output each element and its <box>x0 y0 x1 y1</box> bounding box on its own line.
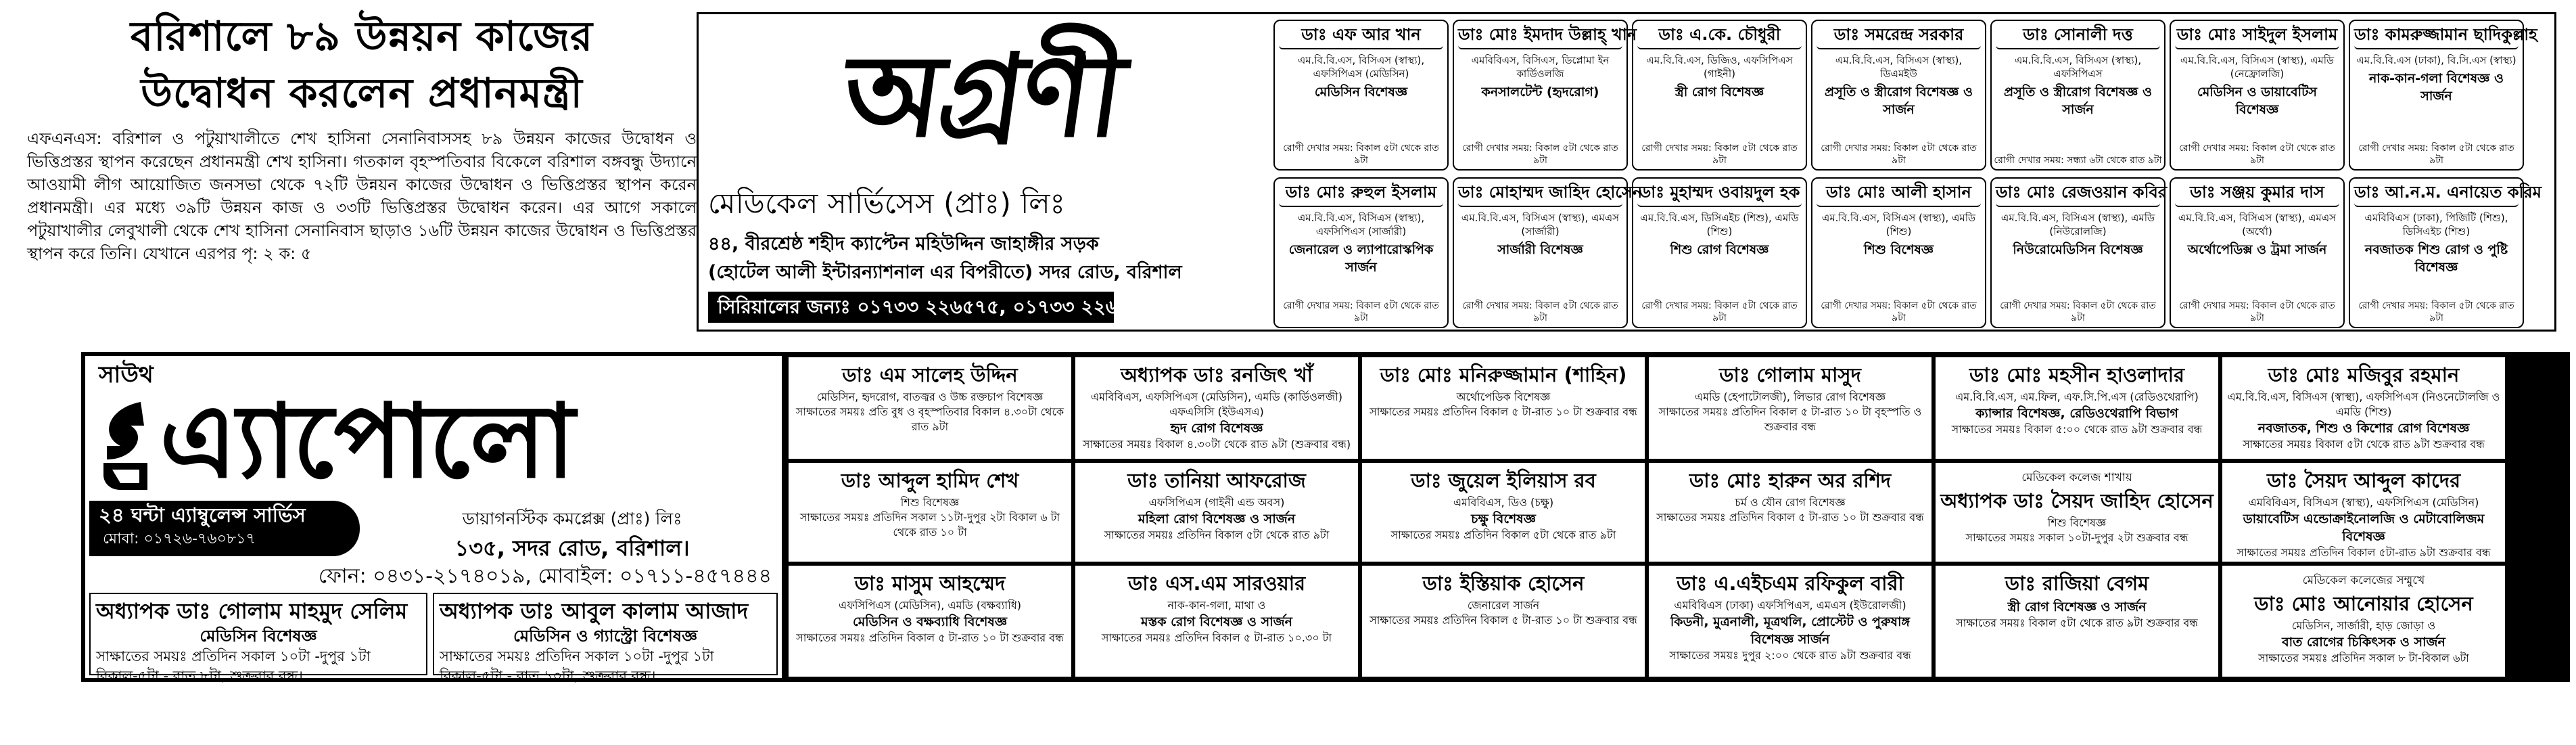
doctor-degree: এম.বি.বি.এস, ডিজিও, এফসিপিএস (গাইনী) <box>1646 54 1793 80</box>
doctor-name: ডাঃ মোঃ আলী হাসান <box>1817 179 1981 207</box>
doctor-name: ডাঃ সমরেন্দ্র সরকার <box>1817 21 1981 49</box>
doctor-specialty: নিউরোমেডিসিন বিশেষজ্ঞ <box>2013 242 2143 257</box>
doctor-degree: এম.বি.বি.এস, বিসিএস (স্বাস্থ্য), ডিএমইউ <box>1835 54 1963 80</box>
doctor-hours: সাক্ষাতের সময়ঃ প্রতিদিন বিকাল ৫টা থেকে রাত ৯টা <box>1104 528 1330 541</box>
agrani-doctor-card <box>1273 20 1449 171</box>
doctor-name: ডাঃ এফ আর খান <box>1279 21 1443 49</box>
doctor-name: ডাঃ মোঃ ইমদাদ উল্লাহ্ খান <box>1458 21 1622 49</box>
doctor-degree: এমবিবিএস, ডিও (চক্ষু) <box>1453 496 1554 509</box>
news-story <box>27 8 697 346</box>
doctor-degree: এম.বি.বি.এস, বিসিএস (স্বাস্থ্য), এফসিপিএস (নিওনেটোলজি ও এমডি (শিশু) <box>2227 390 2500 418</box>
agrani-logo: অগ্রণী <box>835 28 1131 162</box>
doctor-name: ডাঃ এ.এইচএম রফিকুল বারী <box>1677 572 1904 595</box>
apollo-doctor-card <box>1936 566 2218 677</box>
apollo-left-doctor-card <box>89 593 427 684</box>
doctor-degree: অর্থোপেডিক বিশেষজ্ঞ <box>1456 390 1551 403</box>
doctor-specialty: মেডিসিন বিশেষজ্ঞ <box>200 627 317 646</box>
agrani-address-line-2: (হোটেল আলী ইন্টারন্যাশনাল এর বিপরীতে) সদর রোড, বরিশাল <box>708 262 1182 283</box>
doctor-name: ডাঃ মোঃ মনিরুজ্জামান (শাহিন) <box>1380 363 1627 386</box>
doctor-hours: সাক্ষাতের সময়ঃ প্রতিদিন সকাল ৮ টা-বিকাল ৬টা <box>2258 652 2469 664</box>
doctor-hours: রোগী দেখার সময়: বিকাল ৫টা থেকে রাত ৯টা <box>1283 300 1439 323</box>
doctor-degree: এম.বি.বি.এস, বিসিএস (স্বাস্থ্য), এফসিপিএস (সার্জারী) <box>1297 212 1425 238</box>
doctor-degree: শিশু বিশেষজ্ঞ <box>2047 516 2107 529</box>
apollo-address: ১৩৫, সদর রোড, বরিশাল। <box>454 535 690 561</box>
doctor-name: ডাঃ সোনালী দত্ত <box>1996 21 2160 49</box>
doctor-name: ডাঃ মোহাম্মদ জাহিদ হোসেন <box>1458 179 1622 207</box>
doctor-name: অধ্যাপক ডাঃ রনজিৎ খাঁ <box>1120 363 1313 386</box>
doctor-hours: সাক্ষাতের সময়ঃ প্রতিদিন সকাল ১০টা -দুপুর ১টা <box>96 648 371 664</box>
apollo-advertisement <box>81 352 2570 682</box>
doctor-degree: এম.বি.বি.এস, ডিসিএইচ (শিশু), এমডি (শিশু) <box>1640 212 1799 238</box>
doctor-name: ডাঃ এম সালেহ উদ্দিন <box>842 363 1018 386</box>
doctor-degree: মেডিসিন, হৃদরোগ, বাতজ্বর ও উচ্চ রক্তচাপ বিশেষজ্ঞ <box>816 390 1044 403</box>
apollo-diagnostic-label: ডায়াগনস্টিক কমপ্লেক্স (প্রাঃ) লিঃ <box>462 509 682 528</box>
headline-line-1: বরিশালে ৮৯ উন্নয়ন কাজের <box>130 13 594 60</box>
apollo-emblem-icon <box>93 395 154 497</box>
apollo-doctor-card <box>1649 357 1931 459</box>
agrani-doctor-card <box>2349 20 2537 171</box>
doctor-name: ডাঃ মোঃ সাইদুল ইসলাম <box>2175 21 2339 49</box>
doctor-hours: সাক্ষাতের সময়ঃ বিকাল ৫টা থেকে রাত ৯টা শুক্রবার বন্ধ <box>1956 616 2198 629</box>
doctor-degree: নাক-কান-গলা, মাথা ও <box>1167 599 1266 612</box>
doctor-branch-note: মেডিকেল কলেজের সম্মুখে <box>2302 574 2425 587</box>
doctor-degree: এম.বি.বি.এস, বিসিএস (স্বাস্থ্য), এমএস (অর্থো) <box>2178 212 2337 238</box>
doctor-name: ডাঃ মোঃ রুহুল ইসলাম <box>1279 179 1443 207</box>
apollo-doctor-card <box>1362 566 1645 677</box>
doctor-name: ডাঃ এস.এম সারওয়ার <box>1127 572 1306 595</box>
ambulance-mobile: মোবা: ০১৭২৬-৭৬০৮১৭ <box>103 530 256 547</box>
doctor-specialty: শিশু রোগ বিশেষজ্ঞ <box>1670 242 1769 257</box>
doctor-hours: সাক্ষাতের সময়ঃ প্রতিদিন বিকাল ৫ টা-রাত ১০.৩০ টা <box>1101 631 1332 644</box>
agrani-serial-phone: সিরিয়ালের জন্যঃ ০১৭৩৩ ২২৬৫৭৫, ০১৭৩৩ ২২৬৫৮৫ <box>708 292 1114 323</box>
doctor-degree: এম.বি.বি.এস, বিসিএস (স্বাস্থ্য), এমডি (নেফ্রোলজি) <box>2180 54 2335 80</box>
doctor-degree: এমবিবিএস, বিসিএস (স্বাস্থ্য), এফসিপিএস (মেডিসিন) <box>2248 496 2479 509</box>
doctor-specialty: মেডিসিন বিশেষজ্ঞ <box>1314 85 1408 99</box>
doctor-specialty: মেডিসিন ও বক্ষব্যাধি বিশেষজ্ঞ <box>852 614 1008 629</box>
doctor-specialty: ডায়াবেটিস এন্ডোক্রাইনোলজি ও মেটাবোলিজম বিশেষজ্ঞ <box>2243 512 2485 544</box>
news-headline <box>27 8 697 122</box>
doctor-branch-note: মেডিকেল কলেজ শাখায় <box>2021 471 2132 484</box>
agrani-doctor-card <box>1990 177 2168 328</box>
doctor-specialty: নাক-কান-গলা বিশেষজ্ঞ ও সার্জন <box>2369 71 2504 104</box>
doctor-hours: রোগী দেখার সময়: বিকাল ৫টা থেকে রাত ৯টা <box>2358 143 2514 166</box>
doctor-hours: সাক্ষাতের সময়ঃ প্রতিদিন সকাল ১১টা-দুপুর ২টা বিকাল ৬ টা থেকে রাত ১০ টা <box>799 511 1060 539</box>
doctor-hours: সাক্ষাতের সময়ঃ প্রতি বুধ ও বৃহস্পতিবার বিকাল ৪.৩০টা থেকে রাত ৯টা <box>795 405 1064 433</box>
doctor-specialty: মেডিসিন ও ডায়াবেটিস বিশেষজ্ঞ <box>2197 85 2317 117</box>
doctor-degree: এম.বি.বি.এস, বিসিএস (স্বাস্থ্য), এফসিপিএস (মেডিসিন) <box>1297 54 1425 80</box>
doctor-specialty: প্রসূতি ও স্ত্রীরোগ বিশেষজ্ঞ ও সার্জন <box>2004 85 2152 117</box>
apollo-doctor-card <box>1936 357 2218 459</box>
agrani-advertisement <box>697 12 2556 332</box>
apollo-doctor-card <box>1075 357 1358 459</box>
doctor-specialty: অর্থোপেডিক্স ও ট্রমা সার্জন <box>2187 242 2327 257</box>
agrani-doctor-card <box>1273 177 1449 328</box>
headline-line-2: উদ্বোধন করলেন প্রধানমন্ত্রী <box>141 70 583 117</box>
doctor-degree: এফসিপিএস (মেডিসিন), এমডি (বক্ষব্যাধি) <box>839 599 1021 612</box>
doctor-specialty: জেনারেল ও ল্যাপারোস্কপিক সার্জন <box>1288 242 1434 275</box>
doctor-degree: এমবিবিএস (ঢাকা) এফসিপিএস, এমএস (ইউরোলজী) <box>1674 599 1906 612</box>
doctor-hours: সাক্ষাতের সময়ঃ প্রতিদিন বিকাল ৫টা-রাত ৯টা শুক্রবার বন্ধ <box>2237 546 2491 559</box>
doctor-degree: এম.বি.বি.এস, এম.ফিল, এফ.সি.পি.এস (রেডিওথেরাপি) <box>1955 390 2199 403</box>
apollo-doctor-card <box>2222 357 2505 459</box>
doctor-hours: রোগী দেখার সময়: বিকাল ৫টা থেকে রাত ৯টা <box>2179 143 2335 166</box>
doctor-hours: রোগী দেখার সময়: বিকাল ৫টা থেকে রাত ৯টা <box>2179 300 2335 323</box>
doctor-hours-evening: বিকাল-৫টা - রাত ৮টা, শুক্রবার বন্ধ। <box>96 668 303 684</box>
doctor-name: ডাঃ গোলাম মাসুদ <box>1719 363 1861 386</box>
doctor-degree: এমডি (হেপাটোলজী), লিভার রোগ বিশেষজ্ঞ <box>1694 390 1886 403</box>
doctor-name: ডাঃ মোঃ আনোয়ার হোসেন <box>2254 592 2473 615</box>
doctor-specialty: সার্জারী বিশেষজ্ঞ <box>1497 242 1583 257</box>
apollo-doctor-card <box>1649 463 1931 562</box>
doctor-hours: সাক্ষাতের সময়ঃ প্রতিদিন বিকাল ৫ টা-রাত ১০ টা শুক্রবার বন্ধ <box>1369 614 1637 627</box>
apollo-doctor-card <box>1075 566 1358 677</box>
doctor-name: ডাঃ তানিয়া আফরোজ <box>1127 469 1306 492</box>
doctor-specialty: মহিলা রোগ বিশেষজ্ঞ ও সার্জন <box>1138 512 1296 526</box>
apollo-doctor-card <box>1362 357 1645 459</box>
doctor-name: ডাঃ মোঃ রেজওয়ান কবির <box>1996 179 2160 207</box>
doctor-hours: রোগী দেখার সময়: বিকাল ৫টা থেকে রাত ৯টা <box>1641 143 1798 166</box>
doctor-specialty: বাত রোগের চিকিৎসক ও সার্জন <box>2282 635 2445 650</box>
ambulance-banner <box>89 501 360 556</box>
doctor-name: ডাঃ রাজিয়া বেগম <box>2005 572 2149 595</box>
doctor-specialty: প্রসূতি ও স্ত্রীরোগ বিশেষজ্ঞ ও সার্জন <box>1825 85 1973 117</box>
doctor-degree: এম.বি.বি.এস, বিসিএস (স্বাস্থ্য), এমডি (নিউরোলজি) <box>2000 212 2155 238</box>
doctor-name: ডাঃ মুহাম্মদ ওবায়দুল হক <box>1637 179 1802 207</box>
doctor-degree: এমবিবিএস, বিসিএস, ডিপ্লোমা ইন কার্ডিওলজি <box>1471 54 1610 80</box>
doctor-specialty: স্ত্রী রোগ বিশেষজ্ঞ <box>1675 85 1764 99</box>
doctor-name: অধ্যাপক ডাঃ সৈয়দ জাহিদ হোসেন <box>1940 489 2214 512</box>
doctor-degree: এম.বি.বি.এস (ঢাকা), বি.সি.এস (স্বাস্থ্য) <box>2356 54 2516 66</box>
doctor-hours: রোগী দেখার সময়: বিকাল ৫টা থেকে রাত ৯টা <box>1821 300 1977 323</box>
agrani-company-name: মেডিকেল সার্ভিসেস (প্রাঃ) লিঃ <box>708 187 1066 220</box>
doctor-specialty: কনসালটেন্ট (হৃদরোগ) <box>1481 85 1599 99</box>
agrani-doctor-card <box>1811 177 1986 328</box>
agrani-doctor-card <box>1453 177 1643 328</box>
agrani-doctor-card <box>1632 20 1807 171</box>
doctor-name: ডাঃ কামরুজ্জামান ছাদিকুল্লাহ <box>2354 21 2519 49</box>
apollo-doctor-card <box>2222 463 2505 562</box>
doctor-hours: রোগী দেখার সময়: বিকাল ৫টা থেকে রাত ৯টা <box>1821 143 1977 166</box>
doctor-hours: সাক্ষাতের সময়ঃ প্রতিদিন বিকাল ৫ টা-রাত ১০ টা শুক্রবার বন্ধ <box>1656 511 1924 524</box>
doctor-hours: সাক্ষাতের সময়ঃ সকাল ১০টা-দুপুর ২টা শুক্রবার বন্ধ <box>1965 531 2188 544</box>
doctor-name: ডাঃ আ.ন.ম. এনায়েত করিম <box>2354 179 2519 207</box>
doctor-name: ডাঃ মোঃ মহসীন হাওলাদার <box>1969 363 2184 386</box>
doctor-specialty: মেডিসিন ও গ্যাস্ট্রো বিশেষজ্ঞ <box>513 627 698 646</box>
news-body: এফএনএস: বরিশাল ও পটুয়াখালীতে শেখ হাসিনা সেনানিবাসসহ ৮৯ উন্নয়ন কাজের উদ্বোধন ও ভিত্তিপ্রস্তর স্থাপন করেছেন প্রধানমন্ত্রী শেখ হাসিনা। গতকাল বৃহস্পতিবার বিকেলে বরিশাল বঙ্গবন্ধু উদ্যানে আওয়ামী লীগ আয়োজিত জনসভা থেকে ৭২টি উন্নয়ন কাজের উদ্বোধন ও ভিত্তিপ্রস্তর স্থাপন করেন প্রধানমন্ত্রী। এর মধ্যে ৩৯টি উন্নয়ন কাজ ও ৩৩টি ভিত্তিপ্রস্তর উদ্বোধন করেন। এর আগে সকালে পটুয়াখালীর লেবুখালী থেকে শেখ হাসিনা সেনানিবাস ছাড়াও ১৬টি উন্নয়ন কাজের উদ্বোধন ও ভিত্তিপ্রস্তর স্থাপন করে তিনি। যেখানে এরপর পৃ: ২ ক: ৫ <box>27 129 697 263</box>
doctor-hours: সাক্ষাতের সময়ঃ বিকাল ৫টা থেকে রাত ৯টা শুক্রবার বন্ধ <box>2243 438 2485 451</box>
doctor-name: ডাঃ এ.কে. চৌধুরী <box>1637 21 1802 49</box>
agrani-doctor-card <box>2170 177 2345 328</box>
doctor-hours-evening: বিকাল-৫টা - রাত ১০টা, শুক্রবার বন্ধ। <box>440 668 656 684</box>
doctor-name: ডাঃ সৈয়দ আব্দুল কাদের <box>2266 469 2461 492</box>
doctor-hours: সাক্ষাতের সময়ঃ প্রতিদিন বিকাল ৫টা থেকে রাত ৯টা <box>1390 528 1616 541</box>
agrani-address-line-1: ৪৪, বীরশ্রেষ্ঠ শহীদ ক্যাপ্টেন মহিউদ্দিন জাহাঙ্গীর সড়ক <box>708 233 1099 254</box>
apollo-doctor-card <box>789 463 1071 562</box>
doctor-degree: জেনারেল সার্জন <box>1467 599 1540 612</box>
ambulance-label: ২৪ ঘন্টা এ্যাম্বুলেন্স সার্ভিস <box>99 503 306 526</box>
doctor-name: ডাঃ মাসুম আহম্মেদ <box>854 572 1006 595</box>
doctor-name: অধ্যাপক ডাঃ গোলাম মাহমুদ সেলিম <box>96 598 408 624</box>
apollo-doctor-card <box>1649 566 1931 677</box>
doctor-hours: রোগী দেখার সময়: বিকাল ৫টা থেকে রাত ৯টা <box>1641 300 1798 323</box>
doctor-name: ডাঃ আব্দুল হামিদ শেখ <box>841 469 1019 492</box>
apollo-phone: ফোন: ০৪৩১-২১৭৪০১৯, মোবাইল: ০১৭১১-৪৫৭৪৪৪ <box>318 564 772 588</box>
doctor-hours: রোগী দেখার সময়: বিকাল ৫টা থেকে রাত ৯টা <box>1462 300 1618 323</box>
doctor-hours: সাক্ষাতের সময়ঃ প্রতিদিন বিকাল ৫ টা-রাত ১০ টা বৃহস্পতি ও শুক্রবার বন্ধ <box>1658 405 1922 433</box>
doctor-hours: রোগী দেখার সময়: বিকাল ৫টা থেকে রাত ৯টা <box>1462 143 1618 166</box>
doctor-degree: চর্ম ও যৌন রোগ বিশেষজ্ঞ <box>1735 496 1846 509</box>
apollo-south-label: সাউথ <box>99 361 154 388</box>
agrani-doctor-card <box>2349 177 2542 328</box>
apollo-doctor-card <box>1075 463 1358 562</box>
doctor-name: ডাঃ মোঃ হারুন অর রশিদ <box>1689 469 1892 492</box>
agrani-doctor-card <box>1632 177 1807 328</box>
doctor-degree: মেডিসিন, সার্জারী, হাড় জোড়া ও <box>2291 619 2436 632</box>
apollo-doctor-card <box>789 566 1071 677</box>
agrani-doctor-card <box>1811 20 1986 171</box>
doctor-hours: সাক্ষাতের সময়ঃ প্রতিদিন বিকাল ৫ টা-রাত ১০ টা শুক্রবার বন্ধ <box>1369 405 1637 418</box>
doctor-specialty: নবজাতক, শিশু ও কিশোর রোগ বিশেষজ্ঞ <box>2257 421 2470 436</box>
doctor-hours: রোগী দেখার সময়: বিকাল ৫টা থেকে রাত ৯টা <box>2358 300 2514 323</box>
apollo-doctor-card <box>1362 463 1645 562</box>
doctor-degree: এমবিবিএস, এফসিপিএস (মেডিসিন), এমডি (কার্ডিওলজী) এফএসিসি (ইউএসএ) <box>1090 390 1343 418</box>
doctor-name: ডাঃ জুয়েল ইলিয়াস রব <box>1411 469 1596 492</box>
doctor-name: ডাঃ সঞ্জয় কুমার দাস <box>2175 179 2339 207</box>
apollo-doctor-card <box>1936 463 2218 562</box>
doctor-degree: এম.বি.বি.এস, বিসিএস (স্বাস্থ্য), এফসিপিএস <box>2014 54 2142 80</box>
apollo-doctor-card <box>789 357 1071 459</box>
doctor-hours: সাক্ষাতের সময়ঃ প্রতিদিন সকাল ১০টা -দুপুর ১টা <box>440 648 714 664</box>
doctor-degree: শিশু বিশেষজ্ঞ <box>900 496 960 509</box>
doctor-hours: সাক্ষাতের সময়ঃ দুপুর ২:০০ থেকে রাত ৯টা শুক্রবার বন্ধ <box>1669 649 1911 662</box>
apollo-brand-panel <box>85 356 782 684</box>
doctor-degree: এম.বি.বি.এস, বিসিএস (স্বাস্থ্য), এমএস (সার্জারী) <box>1461 212 1620 238</box>
doctor-name: অধ্যাপক ডাঃ আবুল কালাম আজাদ <box>440 598 749 624</box>
agrani-doctor-card <box>2170 20 2345 171</box>
doctor-specialty: কিডনী, মুত্রনালী, মূত্রথলি, প্রোস্টেট ও পুরুষাঙ্গ বিশেষজ্ঞ সার্জন <box>1670 614 1911 647</box>
doctor-name: ডাঃ ইস্তিয়াক হোসেন <box>1422 572 1585 595</box>
doctor-name: ডাঃ মোঃ মজিবুর রহমান <box>2268 363 2460 386</box>
doctor-degree: এমবিবিএস (ঢাকা), পিজিটি (শিশু), ডিসিএইচ (শিশু) <box>2364 212 2508 238</box>
doctor-hours: সাক্ষাতের সময়ঃ বিকাল ৫:০০ থেকে রাত ৯টা শুক্রবার বন্ধ <box>1951 423 2203 436</box>
doctor-hours: সাক্ষাতের সময়ঃ প্রতিদিন বিকাল ৫ টা-রাত ১০ টা শুক্রবার বন্ধ <box>796 631 1064 644</box>
doctor-specialty: চক্ষু বিশেষজ্ঞ <box>1471 512 1536 526</box>
apollo-logo: এ্যাপোলো <box>160 382 573 501</box>
doctor-specialty: নবজাতক শিশু রোগ ও পুষ্টি বিশেষজ্ঞ <box>2364 242 2508 275</box>
doctor-specialty: মস্তক রোগ বিশেষজ্ঞ ও সার্জন <box>1140 614 1293 629</box>
doctor-specialty: হৃদ রোগ বিশেষজ্ঞ <box>1170 421 1263 436</box>
doctor-degree: এফসিপিএস (গাইনী এন্ড অবস) <box>1148 496 1285 509</box>
agrani-doctor-card <box>1990 20 2165 171</box>
doctor-degree: এম.বি.বি.এস, বিসিএস (স্বাস্থ্য), এমডি (শিশু) <box>1821 212 1976 238</box>
agrani-brand-panel <box>699 14 1267 330</box>
doctor-specialty: শিশু বিশেষজ্ঞ <box>1863 242 1934 257</box>
doctor-hours: সাক্ষাতের সময়ঃ বিকাল ৪.৩০টা থেকে রাত ৯টা (শুক্রবার বন্ধ) <box>1082 438 1351 451</box>
doctor-specialty: স্ত্রী রোগ বিশেষজ্ঞ ও সার্জন <box>2007 600 2147 614</box>
doctor-specialty: ক্যান্সার বিশেষজ্ঞ, রেডিওথেরাপি বিভাগ <box>1975 406 2178 421</box>
doctor-hours: রোগী দেখার সময়: সন্ধ্যা ৬টা থেকে রাত ৯টা <box>1994 155 2162 166</box>
apollo-doctor-card <box>2222 566 2505 677</box>
doctor-hours: রোগী দেখার সময়: বিকাল ৫টা থেকে রাত ৯টা <box>1283 143 1439 166</box>
apollo-left-doctor-card <box>433 593 778 684</box>
doctor-hours: রোগী দেখার সময়: বিকাল ৫টা থেকে রাত ৯টা <box>2000 300 2156 323</box>
agrani-doctor-card <box>1453 20 1637 171</box>
